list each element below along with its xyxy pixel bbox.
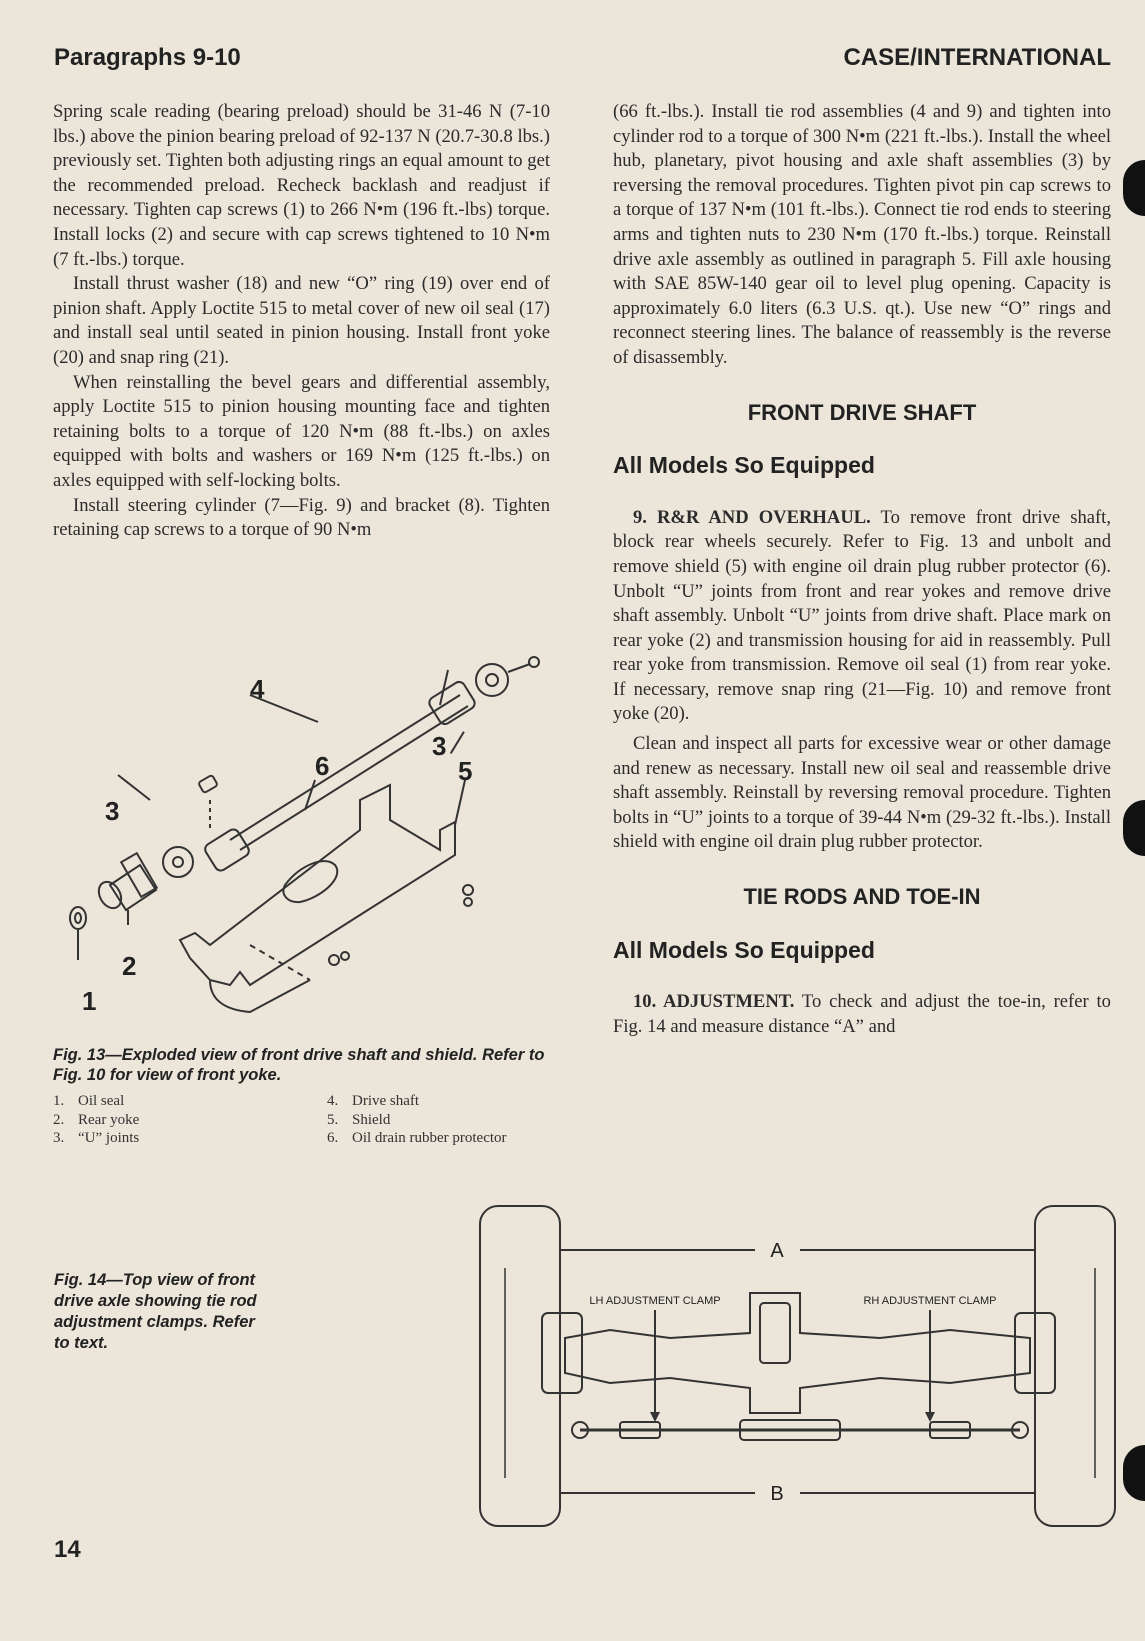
paragraph: Spring scale reading (bearing preload) should be 31-46 N (7-10 lbs.) above the pinion bearing preload of 92-137 N (20.7-30.8 lbs.) previously set. Tighten both adjusting rings an equal amount to get the recommended preload. Recheck backlash and readjust if necessary. Tighten cap screws (1) to 266 N•m (196 ft.-lbs) torque. Install locks (2) and secure with cap screws tightened to 10 N•m (7 ft.-lbs.) torque.: [53, 101, 550, 270]
fig13-legend-left: [53, 1092, 293, 1148]
shield-body: [180, 785, 455, 985]
page-header-right: CASE/INTERNATIONAL: [843, 44, 1111, 71]
legend-item: 6. Oil drain rubber protector: [327, 1130, 507, 1146]
page-header-left: Paragraphs 9-10: [54, 44, 241, 71]
paragraph-lead: 9. R&R AND OVERHAUL.: [633, 506, 871, 528]
lh-adjustment-clamp-label: LH ADJUSTMENT CLAMP: [589, 1295, 721, 1307]
legend-item: 3. “U” joints: [53, 1130, 140, 1146]
oil-seal: [70, 907, 86, 929]
callout-3-rear: 3: [105, 796, 120, 826]
rear-u-joint: [163, 847, 193, 877]
paragraph: Install steering cylinder (7—Fig. 9) and bracket (8). Tighten retaining cap screws to a torque of 90 N•m: [53, 494, 550, 541]
bolt-top: [198, 775, 218, 793]
fig14-caption: Fig. 14—Top view of front drive axle showing tie rod adjustment clamps. Refer to text.: [54, 1271, 257, 1352]
page-number: 14: [54, 1536, 81, 1563]
callout-5: 5: [458, 756, 473, 786]
legend-item: 1. Oil seal: [53, 1093, 125, 1109]
fig14-drawing: [470, 1198, 1130, 1538]
subheading: All Models So Equipped: [613, 936, 875, 963]
edge-index-tab: [1123, 800, 1145, 856]
legend-item: 2. Rear yoke: [53, 1111, 140, 1128]
paragraph: [613, 990, 1111, 1039]
subheading: All Models So Equipped: [613, 452, 875, 479]
left-pivot: [542, 1313, 582, 1393]
fig13-legend-right: [327, 1092, 567, 1148]
paragraph: Install thrust washer (18) and new “O” ring (19) over end of pinion shaft. Apply Loctite 515 to metal cover of new oil seal (17) and install seal until seated in pinion housing. Install front yoke (20) and snap ring (21).: [53, 273, 550, 368]
left-column: [53, 100, 550, 543]
callout-1: 1: [82, 986, 97, 1016]
paragraph: Clean and inspect all parts for excessive wear or other damage and renew as necessary. Install new oil seal and reassemble drive shaft assembly. Reinstall by reversing removal procedure. Tighten bolts in “U” joints to a torque of 39-44 N•m (29-32 ft.-lbs.). Install shield with engine oil drain plug rubber protector.: [613, 733, 1111, 853]
legend-item: 4. Drive shaft: [327, 1093, 420, 1109]
callout-4: 4: [250, 674, 265, 704]
fig13-caption: Fig. 13—Exploded view of front drive shaft and shield. Refer to Fig. 10 for view of front yoke.: [53, 1046, 545, 1084]
rh-adjustment-clamp-label: RH ADJUSTMENT CLAMP: [863, 1295, 997, 1307]
section-heading-front-drive-shaft: FRONT DRIVE SHAFT: [747, 399, 977, 425]
right-column: [613, 100, 1111, 1039]
shield-bolt: [463, 885, 473, 895]
dimension-a-label: A: [770, 1240, 784, 1262]
paragraph-lead: 10. ADJUSTMENT.: [633, 991, 795, 1013]
legend-item: 5. Shield: [327, 1111, 391, 1128]
dimension-b-label: B: [770, 1483, 784, 1505]
left-tire: [480, 1206, 560, 1526]
callout-3-front: 3: [432, 731, 447, 761]
shaft-front-yoke: [427, 680, 477, 727]
callout-6: 6: [315, 751, 330, 781]
paragraph: [613, 506, 1111, 727]
front-u-joint: [476, 664, 508, 696]
callout-2: 2: [122, 951, 137, 981]
paragraph-text: To remove front drive shaft, block rear wheels securely. Refer to Fig. 13 and unbolt and remove shield (5) with engine oil drain plug rubber protector (6). Unbolt “U” joints from front and rear yokes and remove drive shaft assembly. Unbolt “U” joints from drive shaft. Place mark on rear yoke (2) and transmission housing for aid in reassembly. Pull rear yoke from transmission. Remove oil seal (1) from rear yoke. If necessary, remove snap ring (21—Fig. 10) and remove front yoke (20).: [613, 506, 1111, 725]
drive-shaft-line-bottom: [240, 706, 468, 850]
paragraph: When reinstalling the bevel gears and differential assembly, apply Loctite 515 to pinion housing mounting face and tighten retaining bolts to a torque of 120 N•m (88 ft.-lbs.) on axles equipped with bolts and washers or 169 N•m (125 ft.-lbs.) on axles equipped with self-locking bolts.: [53, 371, 550, 491]
paragraph-text: To check and adjust the toe-in, refer to Fig. 14 and measure distance “A” and: [613, 991, 1111, 1037]
shaft-rear-yoke: [203, 827, 251, 873]
front-bolt: [508, 664, 530, 672]
edge-index-tab: [1123, 160, 1145, 216]
shield-bolt-low: [329, 955, 339, 965]
shield-lower-lip: [210, 980, 310, 1012]
fig13-drawing: [60, 640, 560, 1040]
axle-housing: [565, 1293, 1030, 1413]
differential-center: [760, 1303, 790, 1363]
paragraph: (66 ft.-lbs.). Install tie rod assemblies (4 and 9) and tighten into cylinder rod to a torque of 300 N•m (221 ft.-lbs.). Install the wheel hub, planetary, pivot housing and axle shaft assemblies (3) by reversing the removal procedures. Tighten pivot pin cap screws to a torque of 137 N•m (101 ft.-lbs.). Connect tie rod ends to steering arms and tighten nuts to 230 N•m (170 ft.-lbs.) torque. Reinstall drive axle assembly as outlined in paragraph 5. Fill axle housing with SAE 85W-140 gear oil to level plug opening. Capacity is approximately 6.0 liters (6.3 U.S. qt.). Use new “O” rings and reconnect steering lines. The balance of reassembly is the reverse of disassembly.: [613, 101, 1111, 368]
right-tire: [1035, 1206, 1115, 1526]
section-heading-tie-rods: TIE RODS AND TOE-IN: [743, 884, 981, 910]
drive-shaft-line-top: [230, 695, 460, 840]
